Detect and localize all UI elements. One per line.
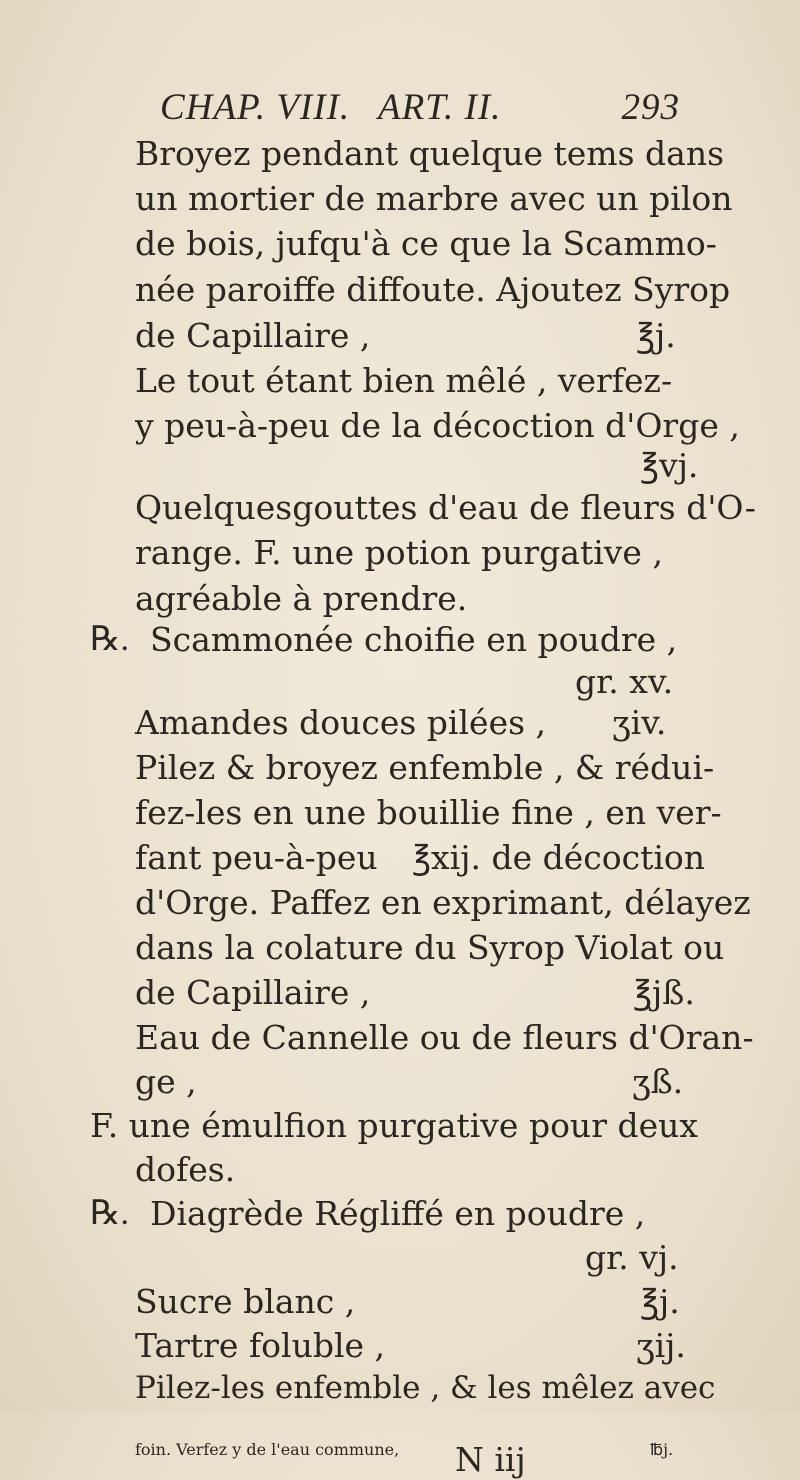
text-line: fant peu-à-peu	[135, 838, 378, 877]
text-line: née paroiffe diffoute. Ajoutez Syrop	[135, 270, 731, 309]
text-line: de bois, jufqu'à ce que la Scammo-	[135, 224, 717, 263]
quantity: ℥j.	[640, 1282, 680, 1321]
text-line: Le tout étant bien mêlé , verfez-	[135, 361, 673, 400]
text-line: agréable à prendre.	[135, 579, 468, 618]
article-label: ART. II.	[378, 87, 502, 128]
text-line: Pilez-les enfemble , & les mêlez avec	[135, 1370, 716, 1406]
text-line: dans la colature du Syrop Violat ou	[135, 928, 725, 967]
text-line: d'Orge. Paffez en exprimant, délayez	[135, 883, 751, 922]
quantity: ʒß.	[632, 1062, 684, 1101]
text-line: un mortier de marbre avec un pilon	[135, 179, 733, 218]
text-line: Amandes douces pilées ,	[135, 703, 547, 742]
text-line: Quelquesgouttes d'eau de fleurs d'O-	[135, 488, 756, 527]
text-line: y peu-à-peu de la décoction d'Orge ,	[135, 406, 740, 445]
quantity: gr. vj.	[585, 1238, 679, 1277]
quantity: ℔j.	[650, 1440, 674, 1459]
recipe-symbol: ℞.	[90, 621, 129, 658]
text-line: ge ,	[135, 1062, 197, 1101]
text-line: range. F. une potion purgative ,	[135, 533, 663, 572]
text-line: F. une émulfion purgative pour deux	[90, 1106, 698, 1145]
text-line: Sucre blanc ,	[135, 1282, 356, 1321]
text-line: Pilez & broyez enfemble , & rédui-	[135, 748, 715, 787]
recipe-symbol: ℞.	[90, 1195, 129, 1232]
quantity: gr. xv.	[575, 662, 674, 701]
quantity: ʒij.	[636, 1326, 686, 1365]
running-header	[160, 86, 680, 136]
quantity: ℥xij. de décoction	[412, 838, 706, 877]
quantity: ℥jß.	[633, 973, 695, 1012]
text-line: Diagrède Régliffé en poudre ,	[150, 1194, 646, 1233]
text-line: de Capillaire ,	[135, 973, 371, 1012]
quantity: ʒiv.	[612, 703, 667, 742]
quantity: ℥j.	[636, 316, 676, 355]
text-line: Tartre foluble ,	[135, 1326, 386, 1365]
quantity: ℥vj.	[640, 446, 699, 485]
text-line: fez-les en une bouillie fine , en ver-	[135, 793, 722, 832]
chapter-label: CHAP. VIII.	[160, 87, 351, 128]
text-line: Broyez pendant quelque tems dans	[135, 134, 725, 173]
page-number: 293	[621, 87, 680, 128]
text-line: de Capillaire ,	[135, 316, 371, 355]
signature-mark: N iij	[455, 1440, 526, 1479]
text-line: Eau de Cannelle ou de fleurs d'Oran-	[135, 1018, 754, 1057]
text-line: dofes.	[135, 1150, 236, 1189]
text-line: foin. Verfez y de l'eau commune,	[135, 1440, 400, 1459]
text-line: Scammonée choifie en poudre ,	[150, 620, 678, 659]
